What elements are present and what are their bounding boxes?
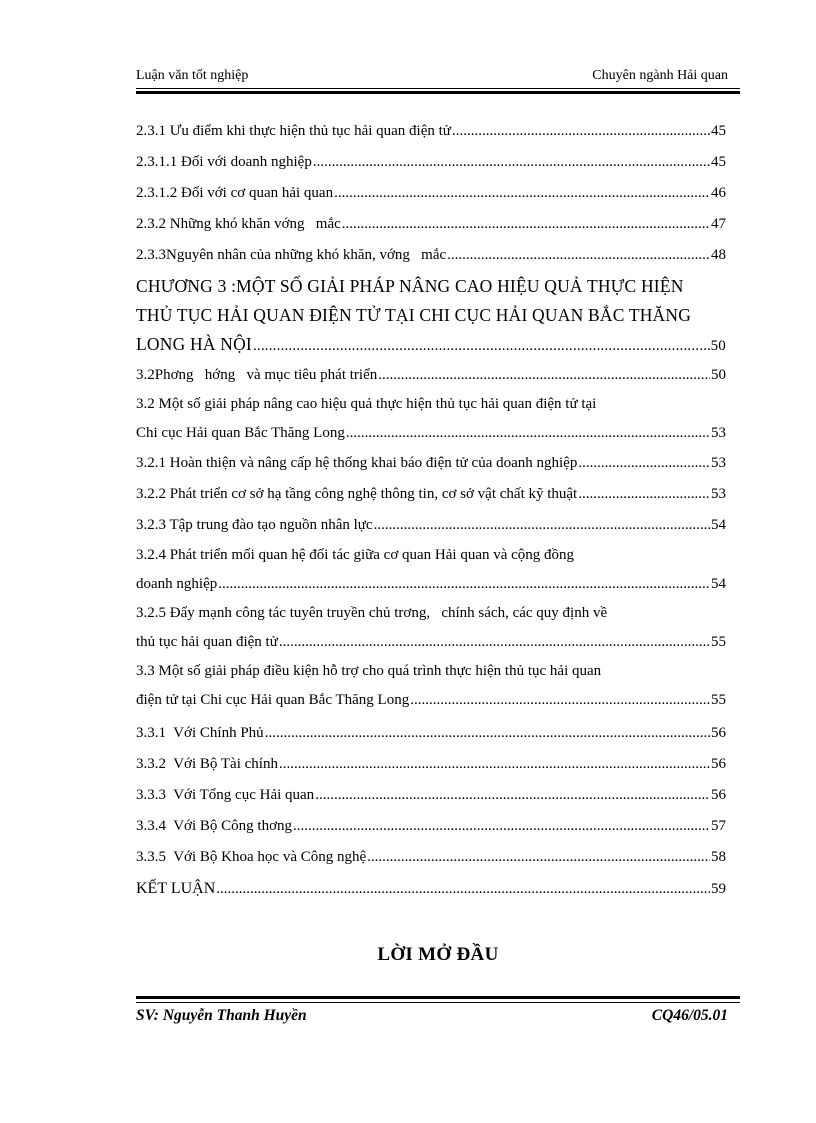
toc-leader-dots [342, 209, 710, 240]
toc-leader-dots [265, 718, 710, 749]
table-of-contents [136, 116, 726, 905]
toc-entry[interactable] [136, 657, 726, 715]
toc-page-number: 54 [711, 517, 726, 533]
toc-leader-dots [279, 628, 710, 657]
toc-page-number: 50 [710, 338, 726, 354]
toc-entry[interactable] [136, 780, 726, 811]
toc-leader-dots [334, 178, 710, 209]
toc-leader-dots [452, 116, 710, 147]
toc-leader-dots [374, 510, 710, 541]
toc-page-number: 47 [711, 216, 726, 232]
toc-entry[interactable] [136, 749, 726, 780]
toc-page-number: 50 [711, 367, 726, 383]
toc-chapter-3[interactable] [136, 272, 726, 361]
toc-entry[interactable] [136, 510, 726, 541]
toc-chapter-line: THỦ TỤC HẢI QUAN ĐIỆN TỬ TẠI CHI CỤC HẢI QUAN BẮC THĂNG [136, 305, 692, 325]
toc-page-number: 56 [711, 756, 726, 772]
toc-entry[interactable] [136, 479, 726, 510]
toc-page-number: 53 [711, 455, 726, 471]
toc-leader-dots [293, 811, 710, 842]
toc-leader-dots [346, 419, 710, 448]
toc-leader-dots [378, 361, 710, 390]
toc-leader-dots [578, 448, 710, 479]
footer-class-code: CQ46/05.01 [651, 1007, 728, 1024]
toc-leader-dots [279, 749, 710, 780]
toc-entry-title: 2.3.1 Ưu điểm khi thực hiện thủ tục hải quan điện tử [136, 123, 451, 139]
toc-entry[interactable] [136, 718, 726, 749]
toc-page-number: 56 [711, 787, 726, 803]
toc-entry[interactable] [136, 842, 726, 873]
toc-page-number: 53 [711, 425, 726, 441]
toc-entry-title: 3.2.5 Đẩy mạnh công tác tuyên truyền chủ trơng, chính sách, các quy định về [136, 605, 608, 621]
toc-entry-title: 3.2 Một số giải pháp nâng cao hiệu quả thực hiện thủ tục hải quan điện tử tại [136, 396, 597, 412]
toc-page-number: 56 [711, 725, 726, 741]
toc-chapter-line: CHƯƠNG 3 :MỘT SỐ GIẢI PHÁP NÂNG CAO HIỆU QUẢ THỰC HIỆN [136, 276, 684, 296]
toc-entry-title: 2.3.2 Những khó khăn vớng mắc [136, 216, 341, 232]
toc-leader-dots [410, 686, 710, 715]
toc-entry-title: 3.3.3 Với Tổng cục Hải quan [136, 787, 315, 803]
toc-leader-dots [313, 147, 710, 178]
toc-entry[interactable] [136, 147, 726, 178]
toc-entry[interactable] [136, 178, 726, 209]
toc-page-number: 48 [711, 247, 726, 263]
toc-entry-title-cont: Chi cục Hải quan Bắc Thăng Long [136, 425, 345, 441]
toc-page-number: 45 [711, 123, 726, 139]
toc-entry-title: KẾT LUẬN [136, 880, 216, 897]
toc-page-number: 46 [711, 185, 726, 201]
toc-entry-title-cont: doanh nghiệp [136, 576, 218, 592]
toc-page-number: 55 [711, 634, 726, 650]
header-divider-thick [136, 91, 740, 94]
footer-student-name: SV: Nguyễn Thanh Huyền [136, 1007, 307, 1024]
toc-chapter-line: LONG HÀ NỘI [136, 334, 252, 354]
toc-entry[interactable] [136, 390, 726, 448]
header-major-label: Chuyên ngành Hải quan [592, 68, 728, 83]
toc-entry[interactable] [136, 209, 726, 240]
toc-entry[interactable] [136, 361, 726, 390]
toc-entry-title: 3.2.4 Phát triển mối quan hệ đối tác giữa cơ quan Hải quan và cộng đồng [136, 547, 575, 563]
toc-leader-dots [218, 570, 710, 599]
toc-entry-conclusion[interactable] [136, 873, 726, 905]
toc-leader-dots [315, 780, 710, 811]
section-heading: LỜI MỞ ĐẦU [377, 944, 499, 965]
toc-entry[interactable] [136, 541, 726, 599]
toc-page-number: 53 [711, 486, 726, 502]
toc-entry[interactable] [136, 240, 726, 271]
toc-leader-dots [367, 842, 710, 873]
toc-leader-dots [447, 240, 710, 271]
footer-divider-thin [136, 1002, 740, 1003]
toc-entry[interactable] [136, 599, 726, 657]
toc-entry-title: 2.3.3Nguyên nhân của những khó khăn, vớng mắc [136, 247, 447, 263]
toc-entry-title: 3.3.5 Với Bộ Khoa học và Công nghệ [136, 849, 367, 865]
toc-entry-title: 3.3.2 Với Bộ Tài chính [136, 756, 278, 772]
toc-entry-title-cont: điện tử tại Chi cục Hải quan Bắc Thăng Long [136, 692, 410, 708]
toc-entry-title: 2.3.1.1 Đối với doanh nghiệp [136, 154, 312, 170]
toc-entry-title: 3.3.1 Với Chính Phủ [136, 725, 264, 741]
toc-page-number: 45 [711, 154, 726, 170]
toc-entry-title: 3.3.4 Với Bộ Công thơng [136, 818, 293, 834]
toc-entry-title: 3.3 Một số giải pháp điều kiện hỗ trợ cho quá trình thực hiện thủ tục hải quan [136, 663, 602, 679]
toc-leader-dots [216, 874, 710, 905]
toc-entry[interactable] [136, 811, 726, 842]
toc-leader-dots [253, 332, 710, 361]
toc-page-number: 58 [711, 849, 726, 865]
toc-page-number: 54 [711, 576, 726, 592]
toc-entry-title: 3.2.2 Phát triển cơ sở hạ tầng công nghệ thông tin, cơ sở vật chất kỹ thuật [136, 486, 578, 502]
toc-entry[interactable] [136, 116, 726, 147]
toc-leader-dots [578, 479, 710, 510]
toc-entry-title: 2.3.1.2 Đối với cơ quan hải quan [136, 185, 334, 201]
toc-page-number: 57 [711, 818, 726, 834]
footer-divider-thick [136, 996, 740, 999]
header-thesis-label: Luận văn tốt nghiệp [136, 68, 249, 83]
toc-entry[interactable] [136, 448, 726, 479]
toc-page-number: 59 [711, 881, 726, 897]
toc-entry-title: 3.2.1 Hoàn thiện và nâng cấp hệ thống khai báo điện tử của doanh nghiệp [136, 455, 578, 471]
toc-page-number: 55 [711, 692, 726, 708]
toc-entry-title: 3.2.3 Tập trung đào tạo nguồn nhân lực [136, 517, 373, 533]
header-divider-thin [136, 88, 740, 89]
toc-entry-title: 3.2Phơng hớng và mục tiêu phát triển [136, 367, 378, 383]
toc-entry-title-cont: thủ tục hải quan điện tử [136, 634, 278, 650]
